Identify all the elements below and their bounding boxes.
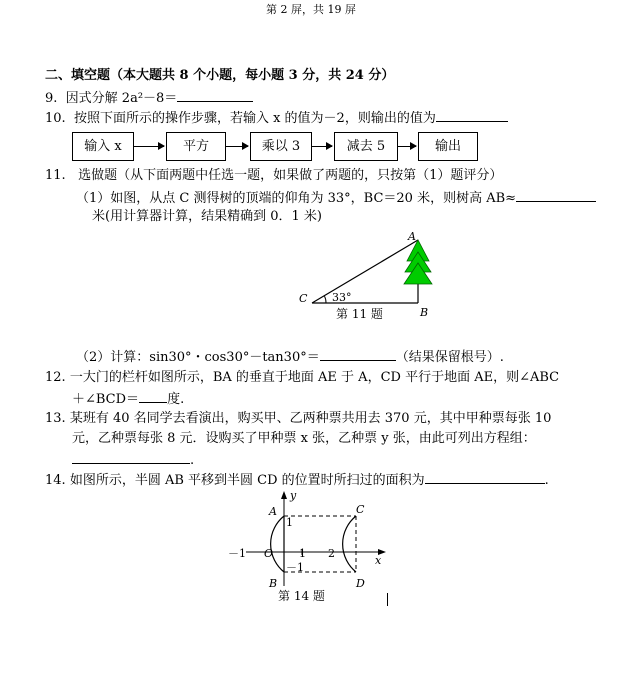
label-neg-one-left: －1 — [228, 547, 246, 560]
question-13-line3 — [72, 451, 194, 469]
x-axis-label: x — [375, 554, 382, 567]
label-a: A — [408, 230, 416, 243]
q13-end: . — [190, 453, 195, 468]
figure-14-caption: 第 14 题 — [278, 589, 325, 603]
q11-part2-note: （结果保留根号）. — [395, 350, 504, 365]
flow-step-output: 输出 — [418, 132, 478, 161]
q14-blank — [425, 471, 545, 484]
q13-number: 13. — [45, 411, 66, 426]
question-11-intro — [45, 168, 502, 184]
label-neg-one-bottom: －1 — [286, 561, 304, 574]
label-c: C — [356, 503, 365, 516]
flow-arrow-3 — [312, 146, 332, 147]
q10-number: 10. — [45, 111, 66, 126]
flow-step-input: 输入 x — [72, 132, 134, 161]
q12-blank — [139, 390, 167, 403]
q13-text-1: 某班有 40 名同学去看演出，购买甲、乙两种票共用去 370 元，其中甲种票每张 10 — [69, 411, 552, 426]
label-a: A — [269, 505, 277, 518]
q11-part1-text: （1）如图，从点 C 测得树的顶端的仰角为 33°，BC＝20 米，则树高 AB≈ — [76, 191, 517, 206]
q9-text: 因式分解 2a²－8＝ — [65, 91, 178, 106]
text-cursor — [387, 593, 388, 606]
q14-text: 如图所示，半圆 AB 平移到半圆 CD 的位置时所扫过的面积为 — [69, 473, 425, 488]
angle-label: 33° — [332, 291, 352, 304]
q10-text: 按照下面所示的操作步骤，若输入 x 的值为－2，则输出的值为 — [73, 111, 436, 126]
label-o: O — [264, 547, 274, 560]
q10-answer-blank — [436, 109, 508, 122]
flow-arrow-2 — [226, 146, 248, 147]
semicircle-ab — [271, 516, 284, 572]
figure-11-caption: 第 11 题 — [336, 307, 383, 321]
question-13-line1 — [45, 411, 551, 427]
semicircle-cd — [343, 516, 356, 572]
flow-step-minus5: 减去 5 — [334, 132, 398, 161]
q11-part2-text: （2）计算：sin30°・cos30°－tan30°＝ — [76, 350, 320, 365]
label-one-right: 1 — [299, 547, 306, 560]
q11-number: 11. — [45, 168, 66, 183]
q12-text-2: ＋∠BCD＝ — [72, 392, 140, 407]
label-c: C — [299, 292, 308, 305]
question-9 — [45, 89, 253, 107]
label-two: 2 — [328, 547, 335, 560]
section-title: 二、填空题（本大题共 8 个小题，每小题 3 分，共 24 分） — [45, 68, 395, 83]
q13-blank — [72, 451, 190, 464]
y-axis-label: y — [290, 489, 297, 502]
label-b: B — [420, 306, 429, 319]
q9-answer-blank — [177, 89, 253, 102]
q12-number: 12. — [45, 370, 66, 385]
flow-arrow-4 — [398, 146, 416, 147]
q11-intro-text: 选做题（从下面两题中任选一题，如果做了两题的，只按第（1）题评分） — [78, 168, 503, 183]
q11-part1-line2: 米(用计算器计算，结果精确到 0．1 米) — [92, 209, 322, 224]
flow-step-times3: 乘以 3 — [250, 132, 312, 161]
flow-step-square: 平方 — [166, 132, 226, 161]
q11-part2-blank — [320, 348, 396, 361]
q14-end: . — [544, 473, 549, 488]
label-one-top: 1 — [286, 516, 293, 529]
q14-number: 14. — [45, 473, 66, 488]
q11-part2 — [76, 348, 504, 366]
question-13-line2: 元，乙种票每张 8 元．设购买了甲种票 x 张，乙种票 y 张，由此可列出方程组： — [72, 431, 536, 446]
figure-14 — [226, 486, 396, 606]
question-12-line2 — [72, 390, 184, 408]
flow-arrow-1 — [134, 146, 164, 147]
q12-text-1: 一大门的栏杆如图所示，BA 的垂直于地面 AE 于 A，CD 平行于地面 AE，则∠ABC — [69, 370, 560, 385]
question-12-line1 — [45, 370, 559, 386]
line-ca — [312, 240, 418, 303]
q12-text-3: 度. — [167, 392, 185, 407]
page-header: 第 2 屏，共 19 屏 — [266, 3, 356, 16]
question-10 — [45, 109, 508, 127]
label-d: D — [356, 577, 365, 590]
label-b: B — [269, 577, 278, 590]
q11-part1-blank — [516, 189, 596, 202]
angle-arc — [325, 296, 327, 303]
q11-part1-line1 — [76, 189, 596, 207]
tree-icon — [404, 240, 432, 284]
q9-number: 9. — [45, 91, 58, 106]
figure-11 — [290, 228, 450, 328]
y-axis-arrow — [281, 491, 287, 499]
